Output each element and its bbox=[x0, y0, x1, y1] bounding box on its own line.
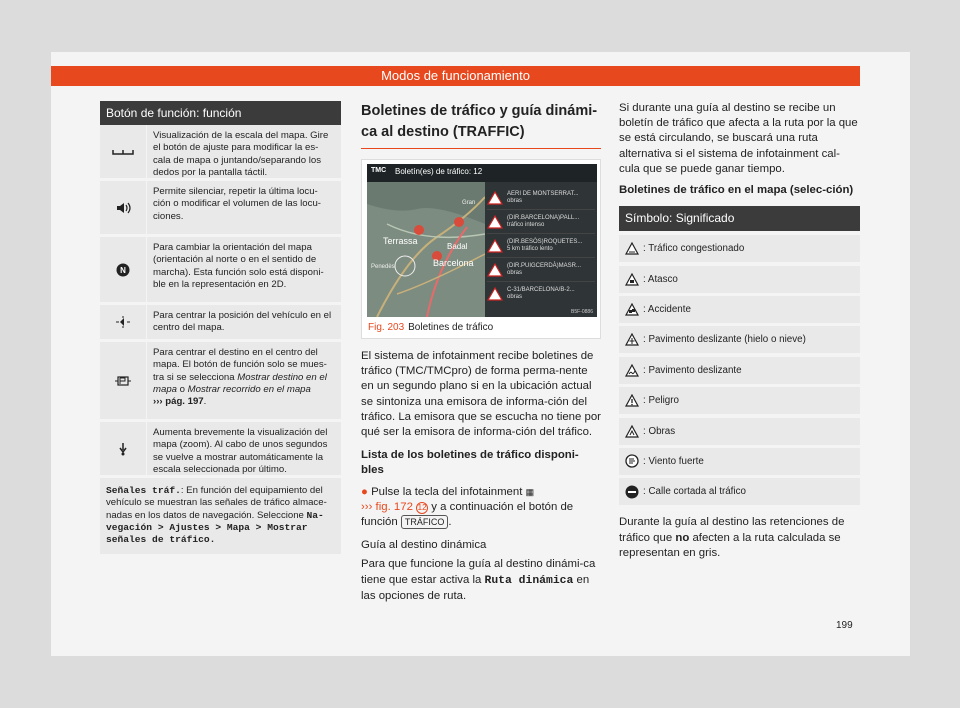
bullet-item: ● Pulse la tecla del infotainment ▦ ››› fig. 172 12 y a continuación el botón de función TRÁFICO . bbox=[361, 485, 574, 529]
section-title: Boletines de tráfico y guía dinámi-ca al destino (TRAFFIC) bbox=[361, 101, 601, 149]
tmc-label: TMC bbox=[371, 167, 387, 174]
accident-icon bbox=[625, 303, 639, 317]
function-buttons-table bbox=[100, 101, 341, 554]
center-destination-icon bbox=[100, 342, 146, 419]
table-row: Para centrar la posición del vehículo en el centro del mapa. bbox=[100, 305, 341, 342]
page-number: 199 bbox=[836, 620, 853, 631]
figure-code: B5F-0886 bbox=[571, 309, 593, 315]
traffic-signs-note: Señales tráf.: En función del equipamiento del vehículo se muestran las señales de tráfico almace-nadas en los datos de navegación. Seleccione Na-vegación > Ajustes > Mapa > Mostrar señales de tráfico. bbox=[100, 478, 341, 554]
table-row: Permite silenciar, repetir la última locu-ción o modificar el volumen de las locu-ciones. bbox=[100, 181, 341, 237]
screen-title: Boletín(es) de tráfico: 12 bbox=[395, 167, 483, 176]
table-row: : Peligro bbox=[619, 387, 860, 414]
subheading: Lista de los boletines de tráfico disponi-bles bbox=[361, 449, 579, 477]
table-row: : Accidente bbox=[619, 296, 860, 323]
list-item[interactable]: (DIR.PUIGCERDÀ)MASR... obras bbox=[487, 258, 595, 282]
list-item[interactable]: AERI DE MONTSERRAT... obras bbox=[487, 186, 595, 210]
roadworks-icon bbox=[625, 424, 639, 438]
paragraph: El sistema de infotainment recibe boletines de tráfico (TMC/TMCpro) de forma perma-nente en un segundo plano si en la ubicación actual se sintoniza una emisora de informa-ción del tráfico. La emisora que se escucha no tiene por qué ser la emisora de informa-ción del tráfico. bbox=[361, 350, 601, 439]
speaker-icon bbox=[100, 181, 146, 234]
traffic-function-button[interactable]: TRÁFICO bbox=[401, 515, 449, 529]
wind-icon bbox=[625, 454, 639, 468]
paragraph: Si durante una guía al destino se recibe un boletín de tráfico que afecta a la ruta por la que se está circulando, se buscará una ruta alternativa si el sistema de infotainment cal-cula que se puede ganar tiempo. bbox=[619, 102, 858, 175]
table-title: Símbolo: Significado bbox=[619, 206, 860, 231]
list-item[interactable]: (DIR.BESÒS)ROQUETES... 5 km tráfico lento bbox=[487, 234, 595, 258]
list-item[interactable]: (DIR.BARCELONA)PALL... tráfico intenso bbox=[487, 210, 595, 234]
table-row: Para centrar el destino en el centro del mapa. El botón de función solo se mues-tra si se selecciona Mostrar destino en el mapa o Mostrar recorrido en el mapa ››› pág. 197. bbox=[100, 342, 341, 422]
table-row: : Viento fuerte bbox=[619, 448, 860, 475]
traffic-list bbox=[487, 186, 595, 306]
table-row: : Atasco bbox=[619, 266, 860, 293]
road-closed-icon bbox=[625, 485, 639, 499]
bullet-icon: ● bbox=[361, 485, 368, 498]
section-header: Modos de funcionamiento bbox=[51, 66, 860, 86]
jam-icon bbox=[625, 272, 639, 286]
table-row: : Calle cortada al tráfico bbox=[619, 478, 860, 505]
figure bbox=[361, 159, 601, 339]
table-row: : Tráfico congestionado bbox=[619, 235, 860, 262]
danger-icon bbox=[625, 394, 639, 408]
map-symbols-section bbox=[619, 101, 860, 561]
svg-text:N: N bbox=[120, 265, 126, 275]
table-row: Aumenta brevemente la visualización del mapa (zoom). Al cabo de unos segundos se vuelve a mostrar automáticamente la escala seleccionada por último. bbox=[100, 422, 341, 478]
ice-icon bbox=[625, 333, 639, 347]
table-row: Visualización de la escala del mapa. Gire el botón de ajuste para modificar la es-cala de mapa o juntando/separando los dedos por la pantalla táctil. bbox=[100, 125, 341, 181]
page-reference[interactable]: ››› pág. 197 bbox=[153, 396, 204, 408]
figure-caption: Fig. 203 Boletines de tráfico bbox=[368, 322, 494, 333]
compass-icon bbox=[100, 237, 146, 302]
paragraph: Para que funcione la guía al destino dinámi-ca tiene que estar activa la Ruta dinámica en las opciones de ruta. bbox=[361, 558, 596, 602]
figure-reference[interactable]: ››› fig. 172 bbox=[361, 500, 413, 513]
table-row: : Pavimento deslizante (hielo o nieve) bbox=[619, 326, 860, 353]
zoom-icon bbox=[100, 422, 146, 475]
paragraph: Durante la guía al destino las retenciones de tráfico que no afecten a la ruta calculada se representan en gris. bbox=[619, 516, 845, 559]
traffic-section bbox=[361, 101, 601, 604]
roadworks-icon bbox=[487, 287, 503, 301]
traffic-screen-image: TMC Boletín(es) de tráfico: 12 Gran Terrassa Badal Barcelona Penedès AERI DE MONTSERRAT... obras (DIR.BARCELONA)PALL... tráfico intenso (DIR.BESÒS)ROQUETES... 5 km tráfico lento (DIR.PUIGCERDÀ)MASR... obras C-31/BARCELONA/B-2... obras B5F-0886 bbox=[367, 164, 597, 317]
scale-icon bbox=[100, 125, 146, 178]
list-item[interactable]: C-31/BARCELONA/B-2... obras bbox=[487, 282, 595, 306]
congestion-icon bbox=[487, 239, 503, 253]
roadworks-icon bbox=[487, 263, 503, 277]
table-row: : Obras bbox=[619, 418, 860, 445]
center-vehicle-icon bbox=[100, 305, 146, 339]
roadworks-icon bbox=[487, 191, 503, 205]
menu-key-icon: ▦ bbox=[525, 486, 535, 497]
subheading: Guía al destino dinámica bbox=[361, 539, 487, 552]
table-row: : Pavimento deslizante bbox=[619, 357, 860, 384]
slippery-icon bbox=[625, 363, 639, 377]
table-row: N Para cambiar la orientación del mapa (orientación al norte o en el sentido de marcha). Esta función solo está disponi-ble en la representación en 2D. bbox=[100, 237, 341, 305]
congestion-icon bbox=[487, 215, 503, 229]
subheading: Boletines de tráfico en el mapa (selec-ción) bbox=[619, 184, 854, 197]
table-title: Botón de función: función bbox=[100, 101, 341, 125]
congestion-icon bbox=[625, 242, 639, 256]
